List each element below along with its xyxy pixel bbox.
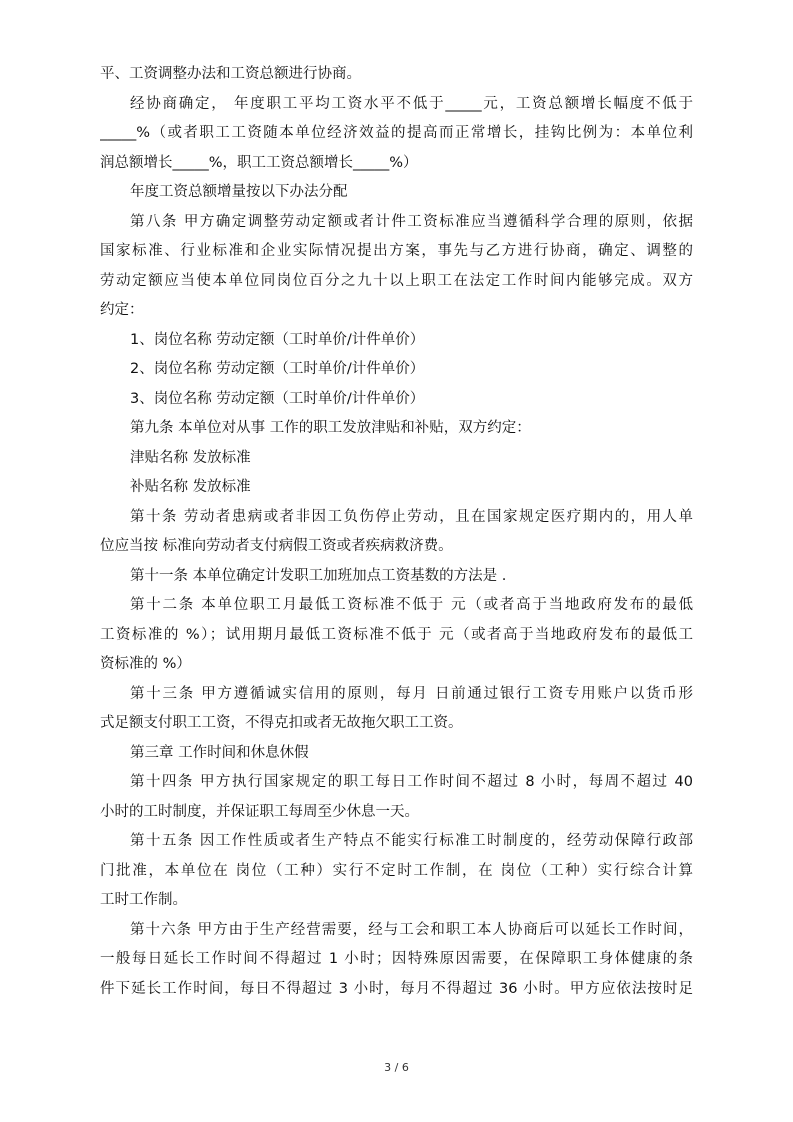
text-line: 国家标准、行业标准和企业实际情况提出方案，事先与乙方进行协商，确定、调整的 [100, 243, 693, 259]
text-line: 一般每日延长工作时间不得超过 1 小时；因特殊原因需要，在保障职工身体健康的条 [100, 951, 693, 967]
text-line: 润总额增长_____%，职工工资总额增长_____%） [100, 154, 418, 171]
text-line: 年度工资总额增量按以下办法分配 [130, 184, 348, 200]
text-line: 第三章 工作时间和休息休假 [130, 744, 309, 761]
text-line: 位应当按 标准向劳动者支付病假工资或者疾病救济费。 [100, 538, 453, 554]
text-line: 经协商确定， 年度职工平均工资水平不低于_____元，工资总额增长幅度不低于 [130, 95, 693, 112]
text-line: 第八条 甲方确定调整劳动定额或者计件工资标准应当遵循科学合理的原则，依据 [130, 213, 693, 230]
text-line: 第十条 劳动者患病或者非因工负伤停止劳动，且在国家规定医疗期内的，用人单 [130, 508, 693, 525]
text-line: 第十四条 甲方执行国家规定的职工每日工作时间不超过 8 小时，每周不超过 40 [130, 774, 693, 790]
text-line: 第十一条 本单位确定计发职工加班加点工资基数的方法是 . [130, 567, 507, 584]
body-text [100, 60, 693, 1004]
text-line: 小时的工时制度，并保证职工每周至少休息一天。 [100, 803, 419, 820]
text-line: 津贴名称 发放标准 [130, 449, 251, 466]
text-line: 平、工资调整办法和工资总额进行协商。 [100, 66, 361, 82]
text-line: 门批准，本单位在 岗位（工种）实行不定时工作制，在 岗位（工种）实行综合计算 [100, 862, 693, 879]
text-line: 资标准的 %） [100, 656, 191, 672]
text-line: 劳动定额应当使本单位同岗位百分之九十以上职工在法定工作时间内能够完成。双方 [100, 272, 693, 289]
text-line: 第九条 本单位对从事 工作的职工发放津贴和补贴，双方约定： [130, 420, 531, 436]
text-line: 第十五条 因工作性质或者生产特点不能实行标准工时制度的，经劳动保障行政部 [130, 833, 693, 849]
text-line: 第十二条 本单位职工月最低工资标准不低于 元（或者高于当地政府发布的最低 [130, 597, 693, 613]
text-line: 第十六条 甲方由于生产经营需要，经与工会和职工本人协商后可以延长工作时间， [130, 921, 693, 938]
text-line: 补贴名称 发放标准 [130, 479, 251, 495]
page-number: 3 / 6 [384, 1061, 409, 1074]
text-line: 工时工作制。 [100, 892, 187, 908]
text-line: 第十三条 甲方遵循诚实信用的原则，每月 日前通过银行工资专用账户以货币形 [130, 685, 693, 702]
text-line: _____%（或者职工工资随本单位经济效益的提高而正常增长，挂钩比例为：本单位利 [100, 125, 693, 141]
text-line: 约定： [100, 302, 144, 318]
text-line: 式足额支付职工工资，不得克扣或者无故拖欠职工工资。 [100, 715, 463, 731]
text-line: 件下延长工作时间，每日不得超过 3 小时，每月不得超过 36 小时。甲方应依法按时足 [100, 980, 693, 997]
text-line: 工资标准的 %）；试用期月最低工资标准不低于 元（或者高于当地政府发布的最低工 [100, 626, 693, 643]
text-line: 3、岗位名称 劳动定额（工时单价/计件单价） [130, 390, 425, 407]
text-line: 1、岗位名称 劳动定额（工时单价/计件单价） [130, 331, 425, 348]
text-line: 2、岗位名称 劳动定额（工时单价/计件单价） [130, 361, 425, 377]
